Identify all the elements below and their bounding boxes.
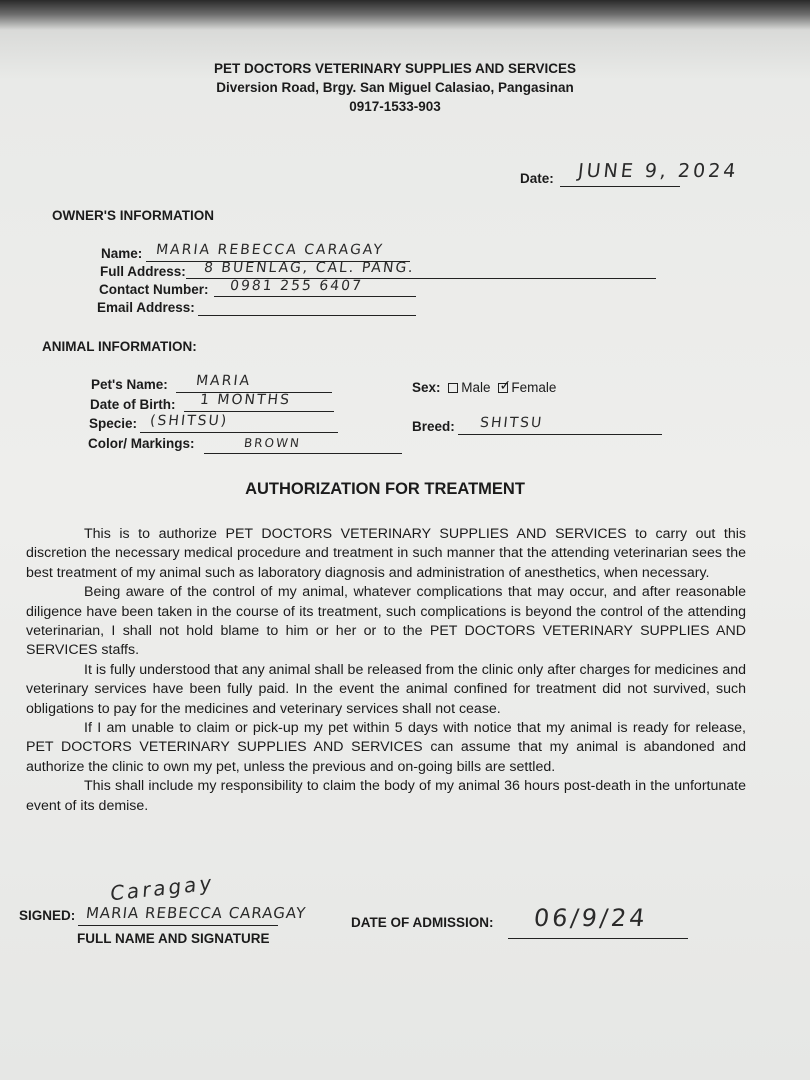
admission-value[interactable]: 06/9/24 (532, 904, 650, 932)
pet-name-label: Pet's Name: (91, 377, 168, 392)
pet-name-value[interactable]: MARIA (195, 373, 252, 389)
authorization-title: AUTHORIZATION FOR TREATMENT (245, 480, 525, 498)
check-mark-icon: ✓ (499, 377, 512, 394)
name-value[interactable]: MARIA REBECCA CARAGAY (155, 242, 385, 258)
sex-male-checkbox[interactable] (448, 383, 458, 393)
dob-value[interactable]: 1 MONTHS (199, 392, 292, 408)
date-value[interactable]: JUNE 9, 2024 (576, 160, 740, 182)
color-line (204, 453, 402, 454)
authorization-paragraph: This shall include my responsibility to claim the body of my animal 36 hours post-death in the unfortunate event of its demise. (26, 778, 746, 814)
contact-label: Contact Number: (99, 282, 209, 297)
company-name: PET DOCTORS VETERINARY SUPPLIES AND SERVICES (213, 61, 577, 76)
address-value[interactable]: 8 BUENLAG, CAL. PANG. (203, 260, 416, 276)
sex-female-checkbox[interactable] (498, 377, 512, 394)
breed-label: Breed: (412, 419, 455, 434)
signature-scrawl: Caragay (109, 870, 216, 906)
signature-caption: FULL NAME AND SIGNATURE (77, 931, 270, 946)
breed-line (458, 434, 662, 435)
sex-female-label: Female (511, 380, 557, 395)
authorization-paragraph: Being aware of the control of my animal, whatever complications that may occur, and after reasonable diligence have been taken in the course of its treatment, such complications is beyond the control of the attending veterinarian, I shall not hold blame to him or her or to the PET DOCTORS VETERINARY SUPPLIES AND SERVICES staffs. (26, 584, 746, 659)
animal-heading: ANIMAL INFORMATION: (42, 339, 197, 354)
sex-label: Sex: (412, 380, 441, 395)
signed-label: SIGNED: (19, 908, 76, 923)
company-phone: 0917-1533-903 (349, 99, 441, 114)
email-line (198, 315, 416, 316)
contact-value[interactable]: 0981 255 6407 (229, 278, 364, 294)
email-label: Email Address: (97, 300, 195, 315)
dob-line (184, 411, 334, 412)
name-label: Name: (101, 246, 143, 261)
date-line (560, 186, 680, 187)
sex-male-label: Male (461, 380, 491, 395)
signed-value[interactable]: MARIA REBECCA CARAGAY (85, 904, 308, 922)
signed-line (78, 925, 278, 926)
sex-field (412, 377, 557, 395)
color-value[interactable]: BROWN (243, 436, 302, 450)
breed-value[interactable]: SHITSU (479, 415, 545, 431)
authorization-paragraph: If I am unable to claim or pick-up my pet within 5 days with notice that my animal is ready for release, PET DOCTORS VETERINARY SUPPLIES AND SERVICES can assume that my animal is abandoned and authorize the clinic to own my pet, unless the previous and on-going bills are settled. (26, 720, 746, 775)
owner-heading: OWNER'S INFORMATION (52, 208, 214, 223)
authorization-paragraph: It is fully understood that any animal shall be released from the clinic only after charges for medicines and veterinary services have been fully paid. In the event the animal confined for treatment did not survived, such obligations to pay for the medicines and veterinary services shall not cease. (26, 661, 746, 717)
date-label: Date: (520, 171, 554, 186)
dob-label: Date of Birth: (90, 397, 176, 412)
specie-value[interactable]: (SHITSU) (149, 413, 229, 429)
admission-line (508, 938, 688, 939)
contact-line (214, 296, 416, 297)
specie-line (140, 432, 338, 433)
authorization-body (26, 525, 746, 816)
color-label: Color/ Markings: (88, 436, 195, 451)
authorization-paragraph: This is to authorize PET DOCTORS VETERINARY SUPPLIES AND SERVICES to carry out this discretion the necessary medical procedure and treatment in such manner that the attending veterinarian sees the best treatment of my animal such as laboratory diagnosis and administration of anesthetics, when necessary. (26, 526, 746, 581)
company-address: Diversion Road, Brgy. San Miguel Calasiao, Pangasinan (216, 80, 574, 95)
admission-label: DATE OF ADMISSION: (351, 915, 494, 930)
specie-label: Specie: (89, 416, 138, 431)
address-label: Full Address: (100, 264, 186, 279)
